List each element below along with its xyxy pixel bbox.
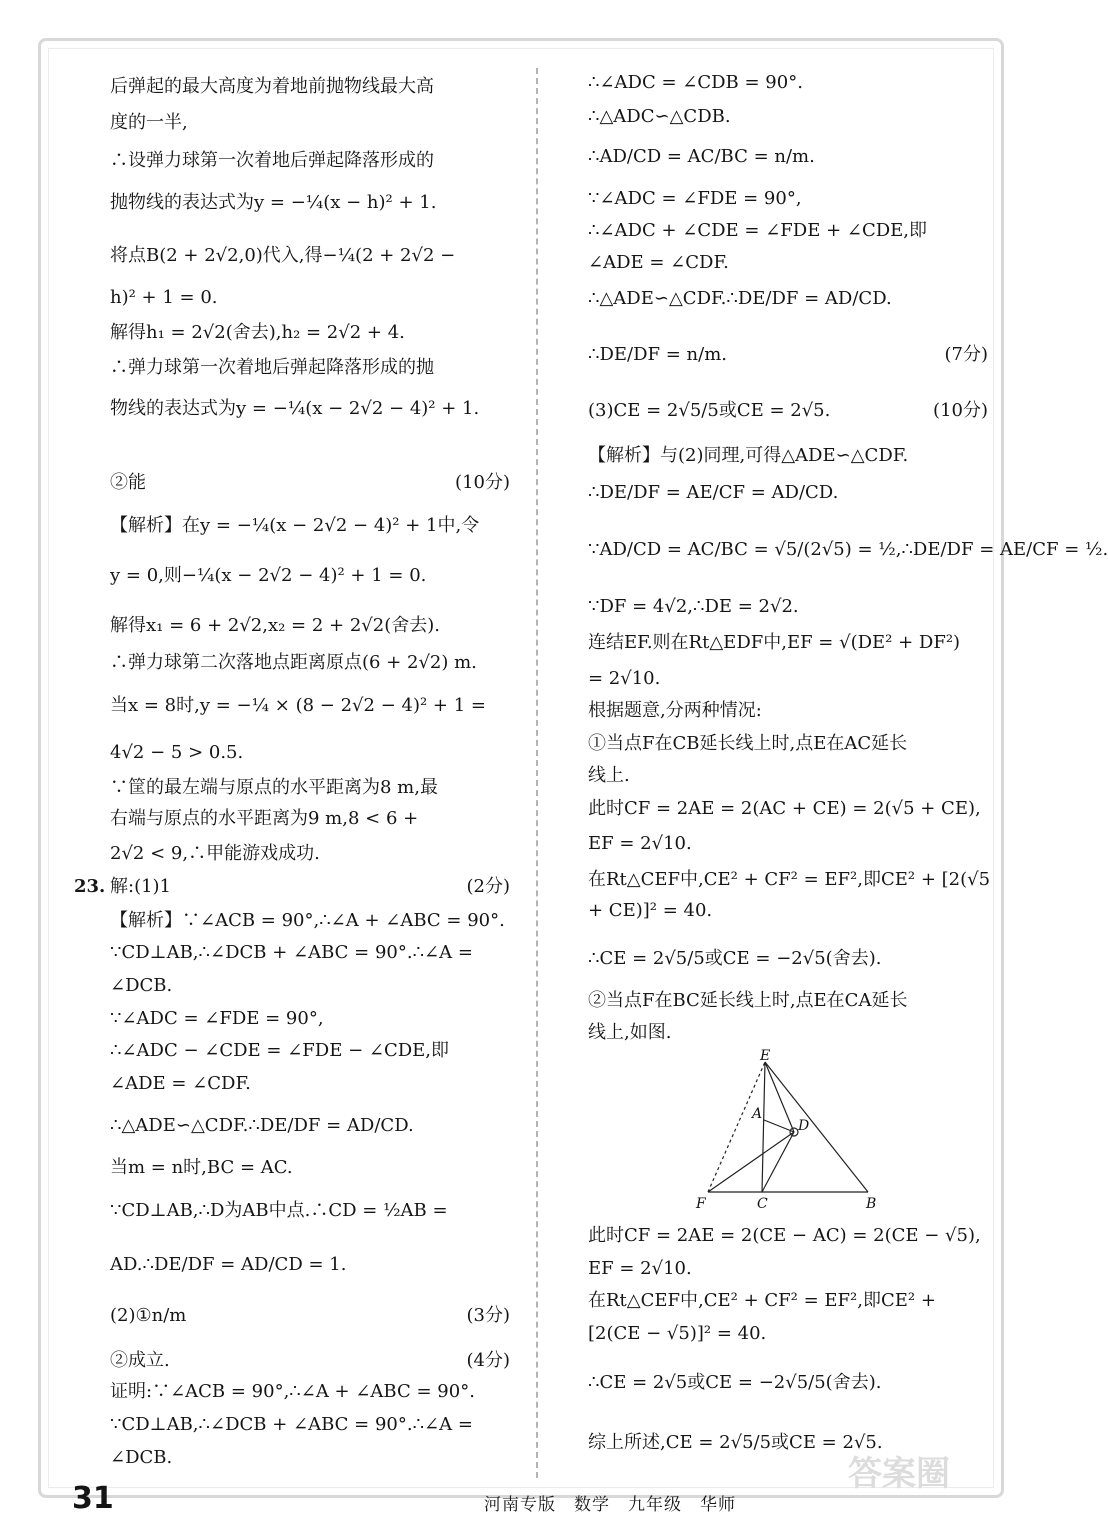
text-line bbox=[588, 668, 988, 690]
line-text: 解得h₁ = 2√2(舍去),h₂ = 2√2 + 4. bbox=[110, 322, 405, 343]
text-line bbox=[588, 765, 988, 787]
line-text: 【解析】在y = −¼(x − 2√2 − 4)² + 1中,令 bbox=[110, 515, 480, 536]
line-text: ∴CE = 2√5或CE = −2√5/5(舍去). bbox=[588, 1372, 882, 1393]
line-text: + CE)]² = 40. bbox=[588, 900, 713, 921]
line-text: (2)①n/m bbox=[110, 1305, 187, 1326]
text-line bbox=[110, 695, 510, 717]
text-line bbox=[588, 72, 988, 94]
line-text: ∵∠ADC = ∠FDE = 90°, bbox=[588, 188, 802, 209]
score-note: (10分) bbox=[455, 472, 510, 493]
line-text: 根据题意,分两种情况: bbox=[588, 700, 762, 721]
text-line bbox=[588, 539, 1108, 561]
text-line bbox=[110, 565, 510, 587]
line-text: h)² + 1 = 0. bbox=[110, 287, 218, 308]
text-line bbox=[110, 843, 510, 865]
text-line bbox=[110, 322, 510, 344]
text-line bbox=[588, 596, 988, 618]
text-line bbox=[110, 515, 510, 537]
watermark-logo: 答案圈 bbox=[848, 1454, 950, 1494]
text-line bbox=[110, 472, 510, 494]
line-text: 抛物线的表达式为y = −¼(x − h)² + 1. bbox=[110, 192, 437, 213]
line-text: ∴∠ADC = ∠CDB = 90°. bbox=[588, 72, 803, 93]
text-line bbox=[588, 733, 988, 755]
line-text: 解:(1)1 bbox=[110, 876, 172, 897]
text-line bbox=[588, 900, 988, 922]
line-text: ①当点F在CB延长线上时,点E在AC延长 bbox=[588, 733, 908, 754]
line-text: ∴△ADE∽△CDF.∴DE/DF = AD/CD. bbox=[588, 288, 892, 309]
line-text: y = 0,则−¼(x − 2√2 − 4)² + 1 = 0. bbox=[110, 565, 427, 586]
text-line bbox=[588, 188, 988, 210]
text-line bbox=[110, 357, 510, 379]
line-text: ∠ADE = ∠CDF. bbox=[110, 1073, 251, 1094]
line-text: ∵CD⊥AB,∴∠DCB + ∠ABC = 90°.∴∠A = bbox=[110, 942, 473, 963]
line-text: 在Rt△CEF中,CE² + CF² = EF²,即CE² + bbox=[588, 1290, 936, 1311]
line-text: [2(CE − √5)]² = 40. bbox=[588, 1323, 767, 1344]
label-B: B bbox=[866, 1196, 877, 1212]
column-divider bbox=[536, 68, 538, 1478]
text-line bbox=[110, 287, 510, 309]
line-text: ∵AD/CD = AC/BC = √5/(2√5) = ½,∴DE/DF = AE/CF = ½. bbox=[588, 539, 1108, 560]
line-text: (3)CE = 2√5/5或CE = 2√5. bbox=[588, 400, 831, 421]
line-text: 此时CF = 2AE = 2(CE − AC) = 2(CE − √5), bbox=[588, 1225, 981, 1246]
line-text: EF = 2√10. bbox=[588, 1258, 692, 1279]
line-text: 4√2 − 5 > 0.5. bbox=[110, 742, 244, 763]
text-line bbox=[110, 1414, 510, 1436]
score-note: (7分) bbox=[944, 344, 988, 365]
line-text: ②能 bbox=[110, 472, 146, 493]
text-line bbox=[110, 652, 510, 674]
text-line bbox=[110, 615, 510, 637]
label-C: C bbox=[757, 1196, 768, 1212]
edge-CD bbox=[762, 1132, 794, 1192]
text-line bbox=[588, 1372, 988, 1394]
text-line bbox=[110, 742, 510, 764]
line-text: ∵∠ADC = ∠FDE = 90°, bbox=[110, 1008, 324, 1029]
text-line bbox=[588, 869, 991, 891]
line-text: ∠DCB. bbox=[110, 1447, 173, 1468]
text-line bbox=[110, 1115, 510, 1137]
edge-EC bbox=[762, 1062, 765, 1192]
text-line bbox=[110, 1447, 510, 1469]
text-line bbox=[588, 1323, 988, 1345]
label-D: D bbox=[798, 1118, 810, 1134]
line-text: 【解析】与(2)同理,可得△ADE∽△CDF. bbox=[588, 445, 909, 466]
text-line bbox=[588, 1258, 988, 1280]
line-text: 综上所述,CE = 2√5/5或CE = 2√5. bbox=[588, 1432, 883, 1453]
text-line bbox=[588, 445, 988, 467]
line-text: ∵CD⊥AB,∴D为AB中点.∴CD = ½AB = bbox=[110, 1200, 448, 1221]
text-line bbox=[588, 482, 988, 504]
line-text: ∠ADE = ∠CDF. bbox=[588, 252, 729, 273]
text-line bbox=[110, 245, 510, 267]
text-line bbox=[588, 288, 988, 310]
line-text: 物线的表达式为y = −¼(x − 2√2 − 4)² + 1. bbox=[110, 398, 480, 419]
line-text: 当m = n时,BC = AC. bbox=[110, 1157, 293, 1178]
text-line bbox=[110, 910, 510, 932]
text-line bbox=[588, 798, 988, 820]
text-line bbox=[110, 1073, 510, 1095]
text-line bbox=[110, 112, 510, 134]
text-line bbox=[110, 808, 510, 830]
text-line bbox=[588, 1432, 988, 1454]
line-text: 线上,如图. bbox=[588, 1022, 672, 1043]
score-note: (3分) bbox=[466, 1305, 510, 1326]
line-text: ∴DE/DF = AE/CF = AD/CD. bbox=[588, 482, 839, 503]
line-text: 将点B(2 + 2√2,0)代入,得−¼(2 + 2√2 − bbox=[110, 245, 456, 266]
line-text: ∵DF = 4√2,∴DE = 2√2. bbox=[588, 596, 799, 617]
score-note: (2分) bbox=[466, 876, 510, 897]
text-line bbox=[588, 990, 988, 1012]
line-text: ∴∠ADC + ∠CDE = ∠FDE + ∠CDE,即 bbox=[588, 220, 928, 241]
line-text: 连结EF.则在Rt△EDF中,EF = √(DE² + DF²) bbox=[588, 632, 961, 653]
line-text: ∴CE = 2√5/5或CE = −2√5(舍去). bbox=[588, 948, 882, 969]
line-text: ∴设弹力球第一次着地后弹起降落形成的 bbox=[110, 150, 434, 171]
label-A: A bbox=[752, 1106, 763, 1122]
line-text: 当x = 8时,y = −¼ × (8 − 2√2 − 4)² + 1 = bbox=[110, 695, 486, 716]
label-F: F bbox=[696, 1196, 706, 1212]
line-text: ∴△ADC∽△CDB. bbox=[588, 106, 731, 127]
line-text: 右端与原点的水平距离为9 m,8 < 6 + bbox=[110, 808, 419, 829]
text-line bbox=[110, 975, 510, 997]
line-text: ∴弹力球第一次着地后弹起降落形成的抛 bbox=[110, 357, 434, 378]
line-text: ②成立. bbox=[110, 1350, 170, 1371]
text-line bbox=[110, 1157, 510, 1179]
line-text: 此时CF = 2AE = 2(AC + CE) = 2(√5 + CE), bbox=[588, 798, 981, 819]
line-text: ②当点F在BC延长线上时,点E在CA延长 bbox=[588, 990, 908, 1011]
text-line bbox=[74, 876, 510, 898]
line-text: ∴AD/CD = AC/BC = n/m. bbox=[588, 146, 815, 167]
question-number: 23. bbox=[74, 876, 106, 897]
text-line bbox=[588, 1022, 988, 1044]
text-line bbox=[110, 192, 510, 214]
text-line bbox=[588, 400, 988, 422]
score-note: (10分) bbox=[933, 400, 988, 421]
line-text: 在Rt△CEF中,CE² + CF² = EF²,即CE² + [2(√5 bbox=[588, 869, 991, 890]
text-line bbox=[588, 106, 988, 128]
text-line bbox=[588, 146, 988, 168]
line-text: ∵筐的最左端与原点的水平距离为8 m,最 bbox=[110, 777, 438, 798]
text-line bbox=[588, 252, 988, 274]
line-text: 【解析】∵∠ACB = 90°,∴∠A + ∠ABC = 90°. bbox=[110, 910, 505, 931]
text-line bbox=[110, 398, 510, 420]
line-text: 2√2 < 9,∴甲能游戏成功. bbox=[110, 843, 320, 864]
geometry-figure bbox=[690, 1050, 890, 1215]
text-line bbox=[588, 700, 988, 722]
line-text: ∴DE/DF = n/m. bbox=[588, 344, 727, 365]
line-text: 证明:∵∠ACB = 90°,∴∠A + ∠ABC = 90°. bbox=[110, 1381, 475, 1402]
line-text: 后弹起的最大高度为着地前抛物线最大高 bbox=[110, 76, 434, 97]
text-line bbox=[110, 1200, 510, 1222]
text-line bbox=[588, 344, 988, 366]
text-line bbox=[110, 1008, 510, 1030]
text-line bbox=[588, 1225, 988, 1247]
line-text: EF = 2√10. bbox=[588, 833, 692, 854]
score-note: (4分) bbox=[466, 1350, 510, 1371]
line-text: ∴△ADE∽△CDF.∴DE/DF = AD/CD. bbox=[110, 1115, 414, 1136]
page-number: 31 bbox=[72, 1481, 114, 1516]
line-text: = 2√10. bbox=[588, 668, 661, 689]
text-line bbox=[110, 1040, 510, 1062]
text-line bbox=[110, 1305, 510, 1327]
line-text: ∠DCB. bbox=[110, 975, 173, 996]
line-text: 线上. bbox=[588, 765, 630, 786]
text-line bbox=[588, 1290, 988, 1312]
text-line bbox=[588, 632, 988, 654]
text-line bbox=[588, 833, 988, 855]
text-line bbox=[110, 1381, 510, 1403]
text-line bbox=[110, 150, 510, 172]
line-text: 解得x₁ = 6 + 2√2,x₂ = 2 + 2√2(舍去). bbox=[110, 615, 440, 636]
text-line bbox=[588, 220, 988, 242]
book-info: 河南专版 数学 九年级 华师 bbox=[484, 1495, 736, 1515]
line-text: AD.∴DE/DF = AD/CD = 1. bbox=[110, 1254, 347, 1275]
text-line bbox=[110, 1350, 510, 1372]
line-text: ∴弹力球第二次落地点距离原点(6 + 2√2) m. bbox=[110, 652, 477, 673]
text-line bbox=[110, 942, 510, 964]
text-line bbox=[110, 777, 510, 799]
text-line bbox=[110, 76, 510, 98]
text-line bbox=[110, 1254, 510, 1276]
line-text: ∴∠ADC − ∠CDE = ∠FDE − ∠CDE,即 bbox=[110, 1040, 450, 1061]
label-E: E bbox=[760, 1048, 771, 1064]
line-text: ∵CD⊥AB,∴∠DCB + ∠ABC = 90°.∴∠A = bbox=[110, 1414, 473, 1435]
line-text: 度的一半, bbox=[110, 112, 188, 133]
text-line bbox=[588, 948, 988, 970]
